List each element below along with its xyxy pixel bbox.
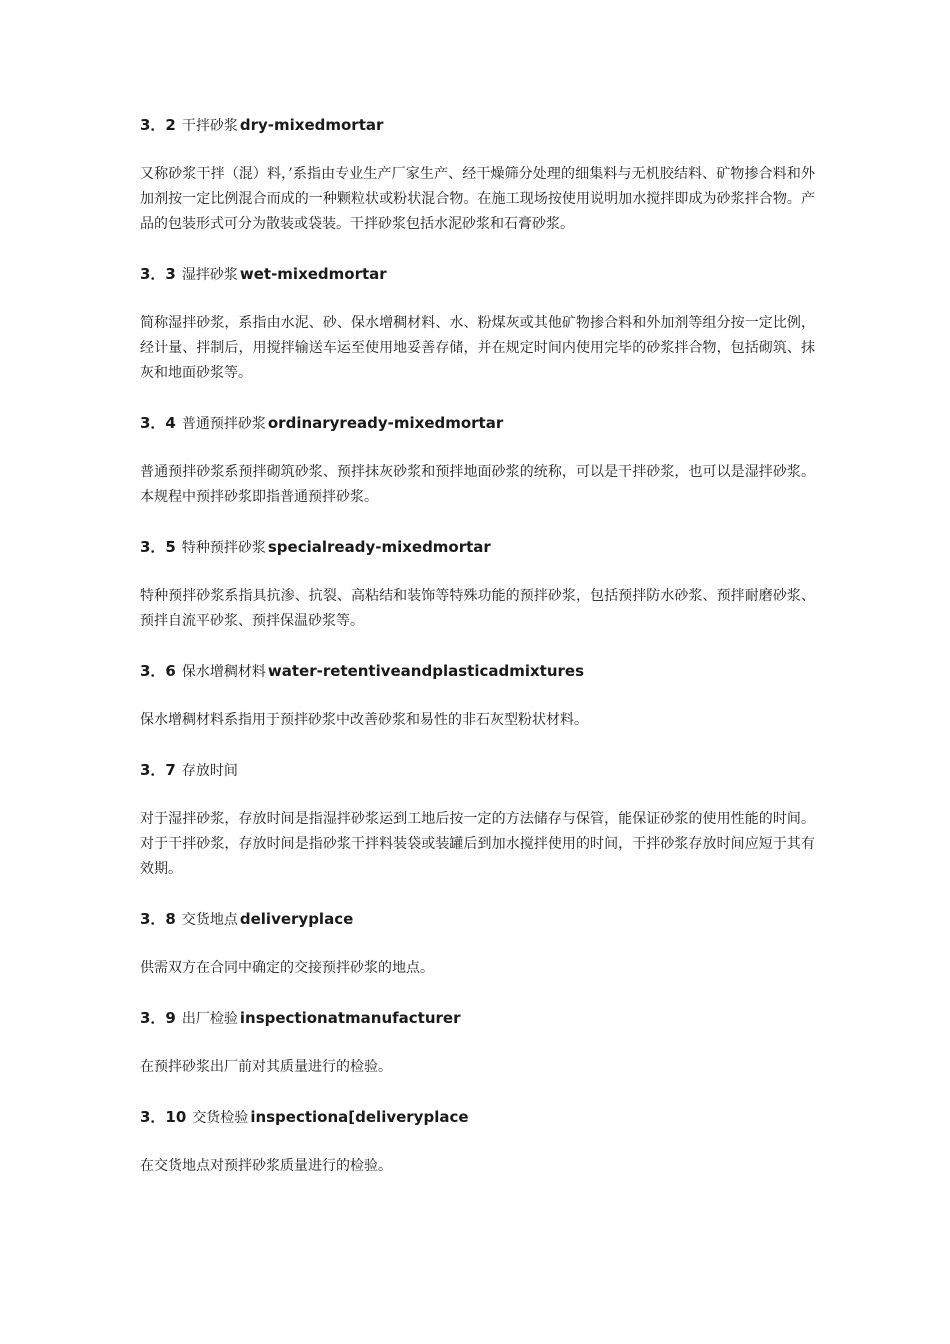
section-number: 3．2 [140, 116, 176, 134]
section-title-cn: 出厂检验 [181, 1011, 238, 1027]
section-body: 对于湿拌砂浆，存放时间是指湿拌砂浆运到工地后按一定的方法储存与保管，能保证砂浆的使用性能的时间。对于干拌砂浆，存放时间是指砂浆干拌料装袋或装罐后到加水搅拌使用的时间，干拌砂浆存放时间应短于其有效期。 [140, 811, 815, 877]
section-body: 特种预拌砂浆系指具抗渗、抗裂、高粘结和装饰等特殊功能的预拌砂浆，包括预拌防水砂浆、预拌耐磨砂浆、预拌自流平砂浆、预拌保温砂浆等。 [140, 588, 815, 629]
section-3-4 [140, 410, 815, 534]
section-body: 普通预拌砂浆系预拌砌筑砂浆、预拌抹灰砂浆和预拌地面砂浆的统称，可以是干拌砂浆，也可以是湿拌砂浆。本规程中预拌砂浆即指普通预拌砂浆。 [140, 464, 815, 505]
section-title-cn: 交货检验 [192, 1110, 249, 1126]
section-heading [140, 261, 815, 287]
section-number: 3．3 [140, 265, 176, 283]
section-3-7 [140, 757, 815, 906]
document-page [140, 112, 815, 1179]
section-title-en: ordinaryready-mixedmortar [267, 414, 504, 432]
section-title-en: deliveryplace [239, 910, 354, 928]
section-heading [140, 658, 815, 684]
section-body: 在预拌砂浆出厂前对其质量进行的检验。 [140, 1059, 392, 1075]
section-title-cn: 湿拌砂浆 [181, 267, 238, 283]
section-title-en: wet-mixedmortar [239, 265, 387, 283]
section-heading [140, 906, 815, 932]
section-number: 3．7 [140, 761, 176, 779]
section-heading [140, 410, 815, 436]
section-3-10 [140, 1104, 815, 1179]
section-title-en: specialready-mixedmortar [267, 538, 491, 556]
section-number: 3．4 [140, 414, 176, 432]
section-3-8 [140, 906, 815, 1005]
section-title-en: inspectionatmanufacturer [239, 1009, 461, 1027]
section-title-en: inspectiona[deliveryplace [250, 1108, 469, 1126]
section-heading [140, 534, 815, 560]
section-3-9 [140, 1005, 815, 1104]
section-heading [140, 112, 815, 138]
section-number: 3．9 [140, 1009, 176, 1027]
section-3-6 [140, 658, 815, 757]
section-body: 在交货地点对预拌砂浆质量进行的检验。 [140, 1158, 392, 1174]
section-3-2 [140, 112, 815, 261]
section-title-cn: 普通预拌砂浆 [181, 416, 266, 432]
section-number: 3．5 [140, 538, 176, 556]
section-heading [140, 1104, 815, 1130]
section-3-3 [140, 261, 815, 410]
section-title-cn: 保水增稠材料 [181, 664, 266, 680]
section-3-5 [140, 534, 815, 658]
section-number: 3．6 [140, 662, 176, 680]
section-title-cn: 交货地点 [181, 912, 238, 928]
section-body: 简称湿拌砂浆，系指由水泥、砂、保水增稠材料、水、粉煤灰或其他矿物掺合料和外加剂等组分按一定比例，经计量、拌制后，用搅拌输送车运至使用地妥善存储，并在规定时间内使用完毕的砂浆拌合物，包括砌筑、抹灰和地面砂浆等。 [140, 315, 815, 381]
section-heading [140, 757, 815, 783]
section-heading [140, 1005, 815, 1031]
section-title-en: water-retentiveandplasticadmixtures [267, 662, 585, 680]
section-title-cn: 特种预拌砂浆 [181, 540, 266, 556]
section-number: 3．10 [140, 1108, 187, 1126]
section-body: 保水增稠材料系指用于预拌砂浆中改善砂浆和易性的非石灰型粉状材料。 [140, 712, 588, 728]
section-number: 3．8 [140, 910, 176, 928]
section-body: 又称砂浆干拌（混）料，’系指由专业生产厂家生产、经干燥筛分处理的细集料与无机胶结料、矿物掺合料和外加剂按一定比例混合而成的一种颗粒状或粉状混合物。在施工现场按使用说明加水搅拌即成为砂浆拌合物。产品的包装形式可分为散装或袋装。干拌砂浆包括水泥砂浆和石膏砂浆。 [140, 166, 815, 232]
section-title-cn: 干拌砂浆 [181, 118, 238, 134]
section-body: 供需双方在合同中确定的交接预拌砂浆的地点。 [140, 960, 434, 976]
section-title-en: dry-mixedmortar [239, 116, 384, 134]
section-title-cn: 存放时间 [181, 763, 238, 779]
